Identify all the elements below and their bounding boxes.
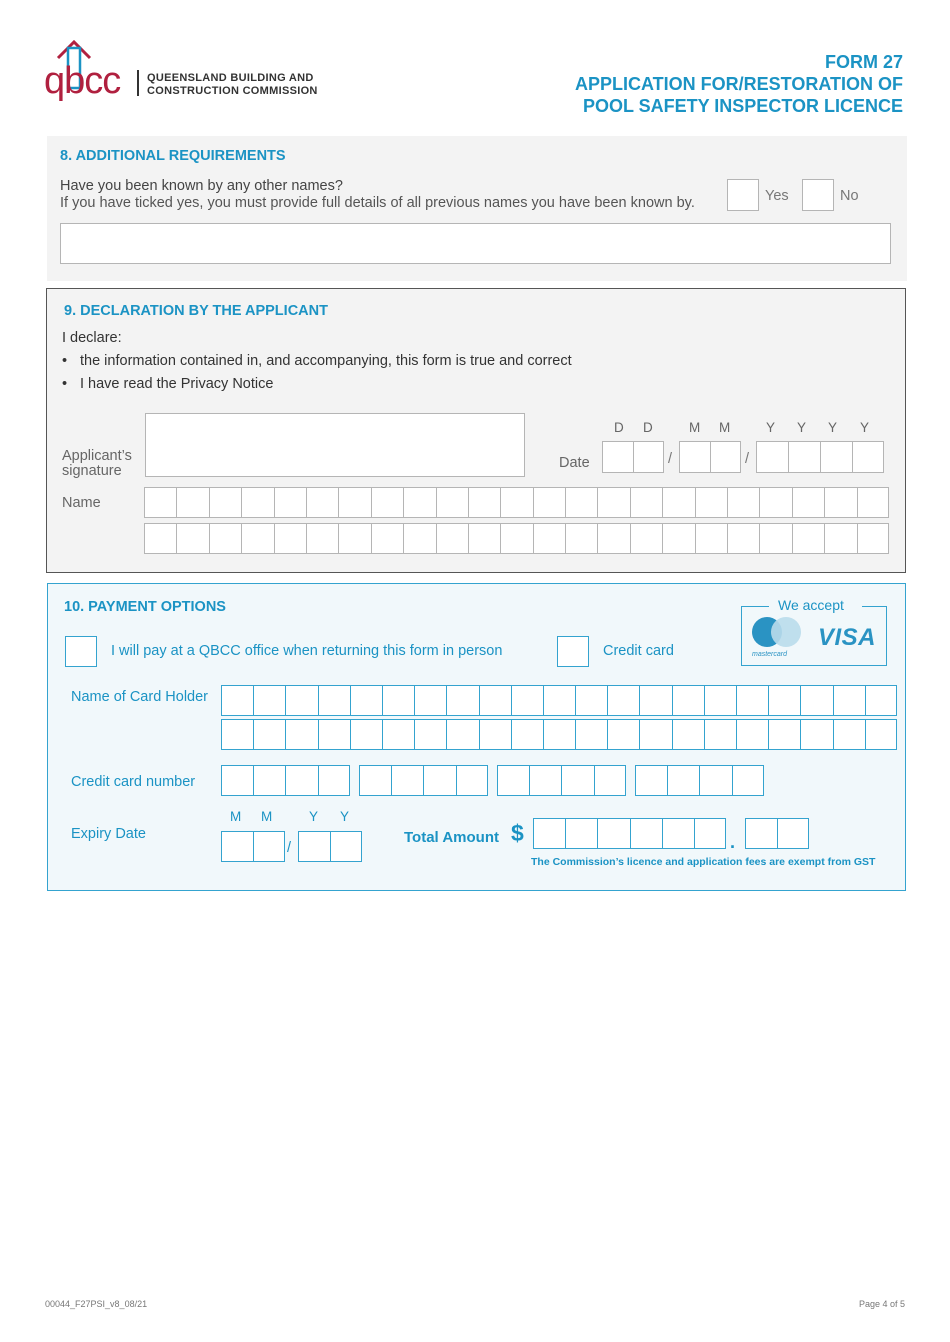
mastercard-label: mastercard (752, 651, 788, 658)
form-code: 00044_F27PSI_v8_08/21 (45, 1299, 148, 1309)
section8-title: 8. ADDITIONAL REQUIREMENTS (60, 148, 286, 164)
org-name-line2: CONSTRUCTION COMMISSION (147, 85, 318, 97)
qbcc-logo (44, 38, 134, 110)
bullet-dot-2: • (62, 376, 68, 392)
date-y1: Y (766, 420, 776, 435)
card-holder-cells-row1[interactable] (221, 685, 897, 716)
card-number-label: Credit card number (71, 774, 196, 790)
other-names-question: Have you been known by any other names? (60, 178, 343, 194)
declare-intro: I declare: (62, 330, 122, 346)
gst-note: The Commission’s licence and application fees are exempt from GST (531, 856, 876, 868)
signature-label-line1: Applicant’s (62, 448, 132, 464)
form-title-line2: POOL SAFETY INSPECTOR LICENCE (582, 96, 903, 116)
expiry-y1: Y (309, 809, 319, 824)
total-amount-label: Total Amount (404, 829, 499, 846)
date-d2: D (643, 420, 653, 435)
other-names-input[interactable] (60, 223, 891, 264)
card-number-group-2[interactable] (359, 765, 488, 796)
org-name-line1: QUEENSLAND BUILDING AND (147, 72, 314, 84)
yes-checkbox[interactable] (727, 179, 759, 211)
card-holder-label: Name of Card Holder (71, 689, 208, 705)
we-accept-top-right (862, 606, 887, 607)
card-holder-cells-row2[interactable] (221, 719, 897, 750)
expiry-year-cells[interactable] (298, 831, 362, 862)
pay-office-label: I will pay at a QBCC office when returning this form in person (111, 643, 503, 659)
section9-title: 9. DECLARATION BY THE APPLICANT (64, 303, 328, 319)
expiry-label: Expiry Date (71, 826, 146, 842)
we-accept-label: We accept (778, 597, 844, 613)
date-m2: M (719, 420, 731, 435)
visa-logo: VISA (818, 624, 877, 651)
no-label: No (840, 188, 859, 204)
name-cells-row1[interactable] (144, 487, 889, 518)
bullet-dot-1: • (62, 353, 68, 369)
no-checkbox[interactable] (802, 179, 834, 211)
logo-divider (137, 70, 139, 96)
card-number-group-1[interactable] (221, 765, 350, 796)
form-title-line1: APPLICATION FOR/RESTORATION OF (575, 74, 903, 94)
yes-label: Yes (765, 188, 789, 204)
expiry-m2: M (261, 809, 273, 824)
pay-office-checkbox[interactable] (65, 636, 97, 667)
date-slash-1: / (668, 451, 673, 467)
expiry-y2: Y (340, 809, 350, 824)
expiry-month-cells[interactable] (221, 831, 285, 862)
credit-card-label: Credit card (603, 643, 674, 659)
declare-bullet-1: the information contained in, and accompanying, this form is true and correct (80, 353, 572, 369)
name-label: Name (62, 495, 101, 511)
other-names-hint: If you have ticked yes, you must provide full details of all previous names you have been known by. (60, 195, 695, 211)
section10-title: 10. PAYMENT OPTIONS (64, 599, 226, 615)
signature-label-line2: signature (62, 463, 122, 479)
date-m1: M (689, 420, 701, 435)
form-number: FORM 27 (824, 52, 903, 72)
date-d1: D (614, 420, 624, 435)
date-day-cells[interactable] (602, 441, 664, 473)
logo-wordmark: qbcc (44, 60, 121, 102)
page-number: Page 4 of 5 (858, 1299, 905, 1309)
card-number-group-3[interactable] (497, 765, 626, 796)
declare-bullet-2: I have read the Privacy Notice (80, 376, 274, 392)
date-slash-2: / (745, 451, 750, 467)
date-y4: Y (860, 420, 870, 435)
total-cents-cells[interactable] (745, 818, 809, 849)
total-dollars-cells[interactable] (533, 818, 726, 849)
date-y3: Y (828, 420, 838, 435)
date-y2: Y (797, 420, 807, 435)
signature-input[interactable] (145, 413, 525, 477)
expiry-slash: / (287, 840, 292, 856)
credit-card-checkbox[interactable] (557, 636, 589, 667)
decimal-point: . (730, 832, 736, 852)
card-number-group-4[interactable] (635, 765, 764, 796)
date-month-cells[interactable] (679, 441, 741, 473)
name-cells-row2[interactable] (144, 523, 889, 554)
currency-symbol: $ (511, 820, 524, 846)
date-year-cells[interactable] (756, 441, 884, 473)
date-label: Date (559, 455, 590, 471)
expiry-m1: M (230, 809, 242, 824)
we-accept-top-left (741, 606, 769, 607)
mastercard-icon (750, 616, 806, 652)
